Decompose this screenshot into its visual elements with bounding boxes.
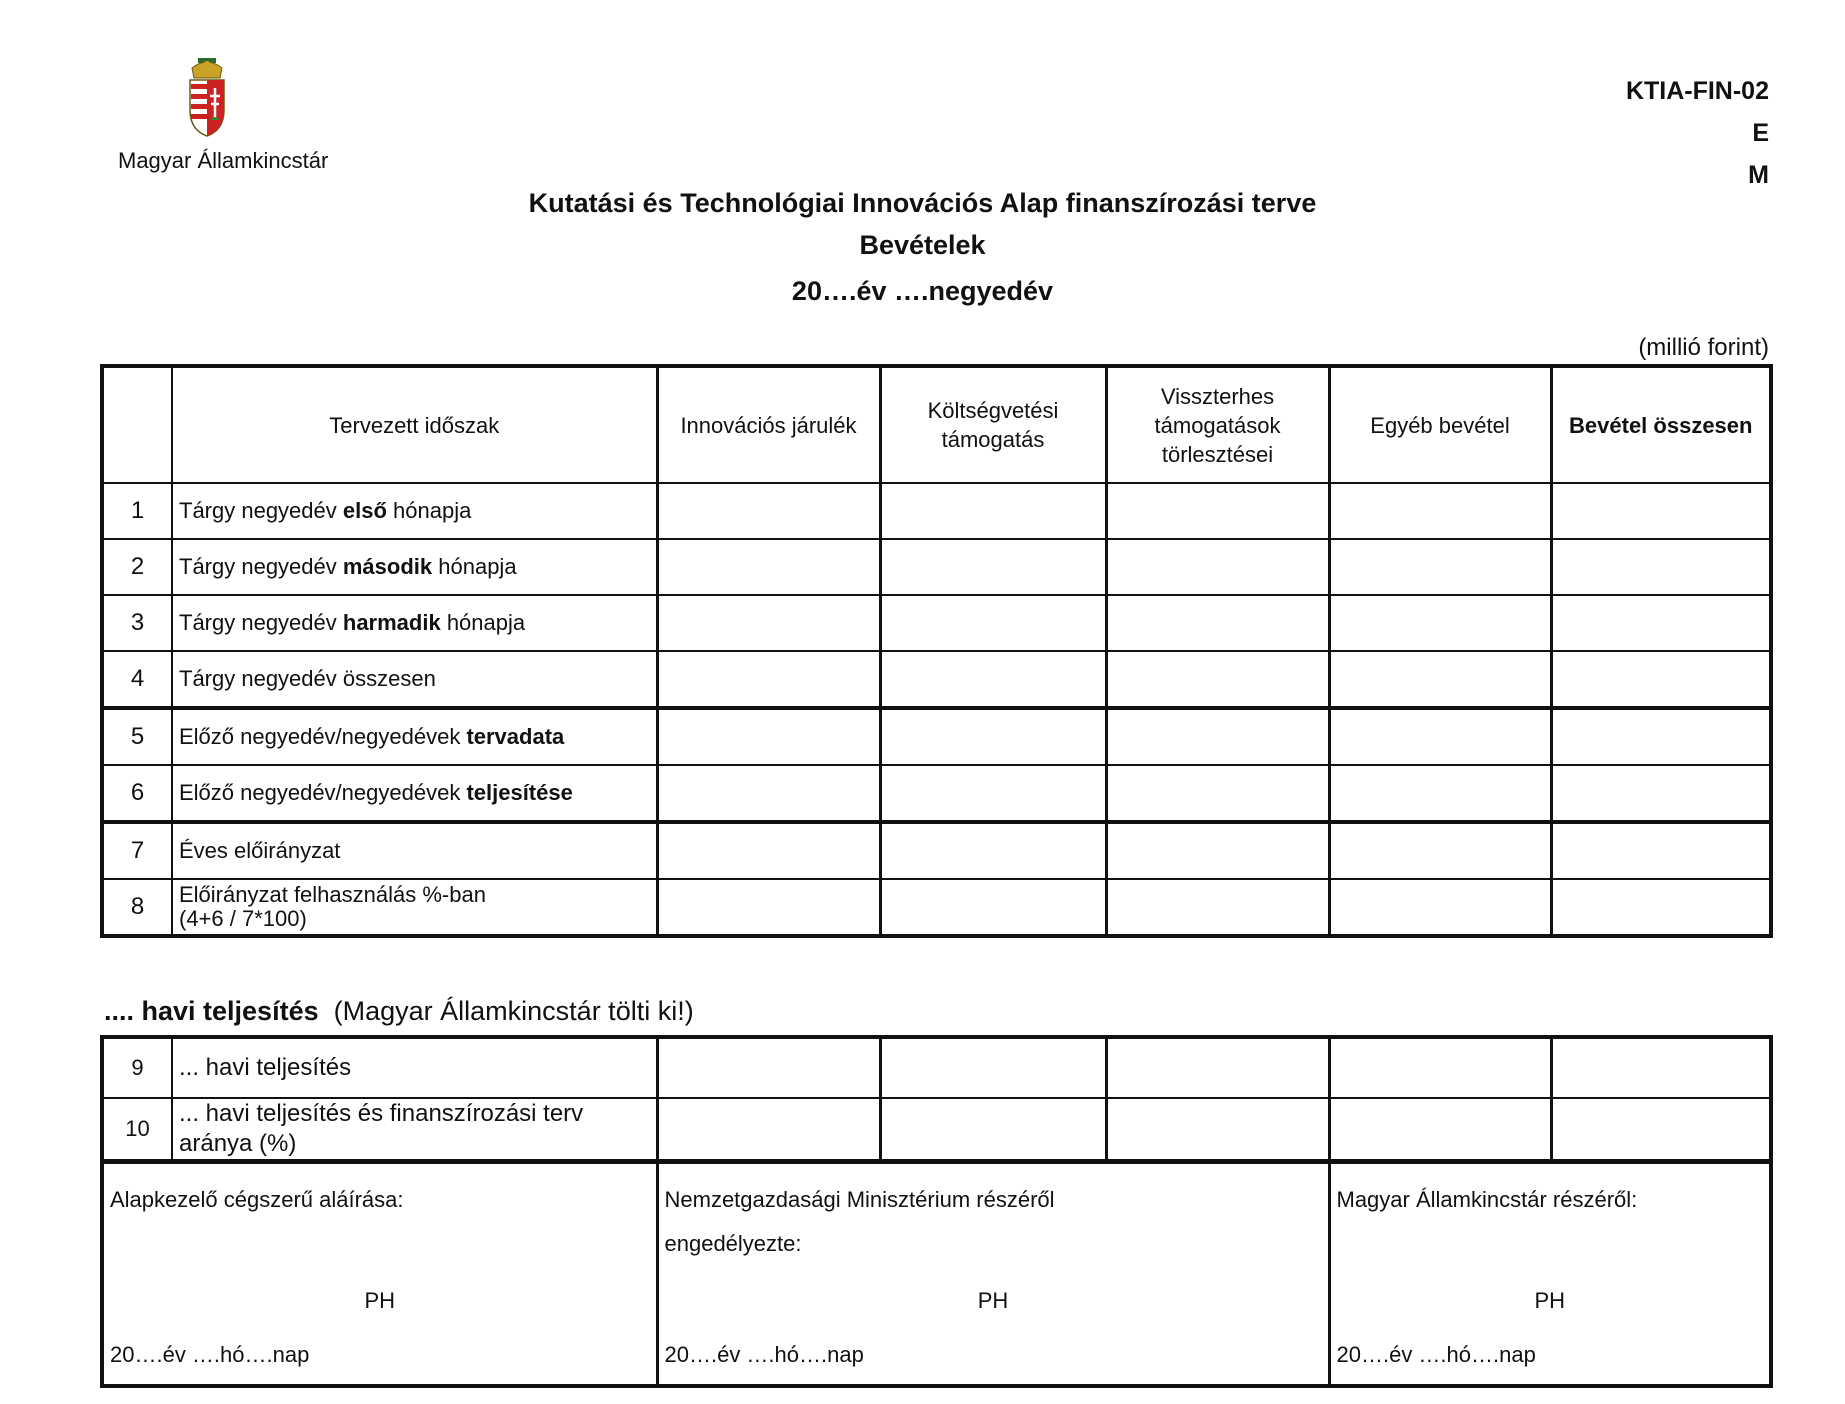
value-cell[interactable] [657, 1098, 880, 1161]
table-row [102, 1098, 1771, 1161]
value-cell[interactable] [880, 1098, 1106, 1161]
table-row [102, 651, 1771, 708]
header-num [102, 366, 172, 483]
header-innovation-levy: Innovációs járulék [657, 366, 880, 483]
row-label-suffix: hónapja [432, 554, 517, 579]
value-cell[interactable] [1329, 708, 1551, 765]
value-cell[interactable] [1106, 1037, 1329, 1098]
value-cell[interactable] [1551, 595, 1771, 651]
value-cell[interactable] [1329, 1098, 1551, 1161]
row-label [172, 539, 657, 595]
row-label-emphasis: harmadik [342, 610, 441, 635]
table-row [102, 822, 1771, 879]
value-cell[interactable] [880, 1037, 1106, 1098]
header-repayments: Visszterhes támogatások törlesztései [1106, 366, 1329, 483]
page-subtitle: Bevételek [859, 230, 986, 260]
value-cell[interactable] [1551, 1037, 1771, 1098]
signature-date[interactable]: 20….év ….hó….nap [110, 1342, 310, 1367]
value-cell[interactable] [880, 483, 1106, 539]
section-heading [104, 996, 694, 1027]
value-cell[interactable] [657, 1037, 880, 1098]
signature-ministry[interactable] [657, 1162, 1329, 1386]
unit-label: (millió forint) [1638, 334, 1769, 361]
value-cell[interactable] [1106, 539, 1329, 595]
value-cell[interactable] [1551, 539, 1771, 595]
table-row [102, 539, 1771, 595]
signature-label-line: Magyar Államkincstár részéről: [1336, 1187, 1638, 1212]
form-code-id: KTIA-FIN-02 [1625, 77, 1769, 105]
row-label-text: Éves előirányzat [179, 838, 341, 863]
row-label-emphasis: első [342, 498, 387, 523]
value-cell[interactable] [1106, 765, 1329, 822]
value-cell[interactable] [657, 539, 880, 595]
header-period: Tervezett időszak [172, 366, 657, 483]
row-label [172, 651, 657, 708]
value-cell[interactable] [880, 539, 1106, 595]
row-label-suffix: hónapja [440, 610, 526, 635]
period-title: 20….év ….negyedév [791, 276, 1054, 306]
row-label-emphasis: második [342, 554, 433, 579]
table-row [102, 708, 1771, 765]
form-code-letter-e: E [1752, 119, 1769, 147]
signature-label [110, 1178, 404, 1222]
row-label-text: Tárgy negyedév [179, 610, 343, 635]
value-cell[interactable] [1329, 1037, 1551, 1098]
row-label: ... havi teljesítés és finanszírozási terv aránya (%) [172, 1098, 657, 1161]
value-cell[interactable] [1551, 879, 1771, 936]
value-cell[interactable] [1551, 822, 1771, 879]
row-label [172, 822, 657, 879]
row-number: 5 [102, 708, 172, 765]
row-label-text: Előző negyedév/negyedévek [179, 780, 467, 805]
row-number: 6 [102, 765, 172, 822]
signature-row [102, 1162, 1771, 1386]
section-heading-note: (Magyar Államkincstár tölti ki!) [333, 996, 694, 1026]
table-row [102, 879, 1771, 936]
stamp-placeholder: PH [364, 1288, 396, 1313]
signature-fund-manager[interactable] [102, 1162, 657, 1386]
row-number: 9 [102, 1037, 172, 1098]
row-label-emphasis: teljesítése [466, 780, 573, 805]
value-cell[interactable] [1329, 822, 1551, 879]
signature-date[interactable]: 20….év ….hó….nap [664, 1342, 864, 1367]
row-label-text: Előző negyedév/negyedévek [179, 724, 467, 749]
header-row [102, 366, 1771, 483]
value-cell[interactable] [880, 879, 1106, 936]
row-label: ... havi teljesítés [172, 1037, 657, 1098]
value-cell[interactable] [880, 651, 1106, 708]
signature-date[interactable]: 20….év ….hó….nap [1336, 1342, 1536, 1367]
monthly-performance-table [100, 1035, 1773, 1163]
table-row [102, 1037, 1771, 1098]
row-label-suffix: hónapja [386, 498, 472, 523]
value-cell[interactable] [1329, 595, 1551, 651]
value-cell[interactable] [1329, 765, 1551, 822]
value-cell[interactable] [657, 879, 880, 936]
value-cell[interactable] [1106, 879, 1329, 936]
org-name: Magyar Államkincstár [118, 148, 329, 173]
value-cell[interactable] [880, 595, 1106, 651]
value-cell[interactable] [1551, 483, 1771, 539]
row-label [172, 595, 657, 651]
value-cell[interactable] [1551, 651, 1771, 708]
row-label-formula: (4+6 / 7*100) [179, 906, 307, 931]
value-cell[interactable] [1329, 483, 1551, 539]
value-cell[interactable] [1551, 1098, 1771, 1161]
row-label-text: Tárgy negyedév [179, 554, 343, 579]
row-number: 10 [102, 1098, 172, 1161]
signature-label-line: Alapkezelő cégszerű aláírása: [110, 1187, 404, 1212]
value-cell[interactable] [657, 651, 880, 708]
header-budget-support: Költségvetési támogatás [880, 366, 1106, 483]
row-number: 7 [102, 822, 172, 879]
signature-label [1337, 1178, 1638, 1222]
row-label-emphasis: tervadata [466, 724, 565, 749]
value-cell[interactable] [1106, 708, 1329, 765]
value-cell[interactable] [1329, 879, 1551, 936]
value-cell[interactable] [1551, 708, 1771, 765]
signature-treasury[interactable] [1329, 1162, 1771, 1386]
value-cell[interactable] [1551, 765, 1771, 822]
value-cell[interactable] [1106, 483, 1329, 539]
table-row [102, 765, 1771, 822]
form-code-letter-m: M [1748, 161, 1769, 189]
header-other-revenue: Egyéb bevétel [1329, 366, 1551, 483]
signature-label [665, 1178, 1055, 1266]
value-cell[interactable] [1329, 651, 1551, 708]
value-cell[interactable] [1106, 651, 1329, 708]
value-cell[interactable] [1329, 539, 1551, 595]
row-label [172, 765, 657, 822]
value-cell[interactable] [657, 708, 880, 765]
row-number: 2 [102, 539, 172, 595]
row-label [172, 708, 657, 765]
value-cell[interactable] [657, 483, 880, 539]
value-cell[interactable] [657, 822, 880, 879]
value-cell[interactable] [1106, 1098, 1329, 1161]
value-cell[interactable] [1106, 822, 1329, 879]
row-number: 4 [102, 651, 172, 708]
coat-of-arms-icon [184, 58, 230, 138]
row-label [172, 879, 657, 936]
revenue-table [100, 364, 1773, 938]
stamp-placeholder: PH [1534, 1288, 1566, 1313]
row-label-text: Előirányzat felhasználás %-ban [179, 882, 486, 907]
signature-label-line: engedélyezte: [664, 1231, 802, 1256]
row-number: 3 [102, 595, 172, 651]
row-label-text: Tárgy negyedév összesen [179, 666, 436, 691]
value-cell[interactable] [657, 765, 880, 822]
row-number: 8 [102, 879, 172, 936]
value-cell[interactable] [880, 708, 1106, 765]
section-heading-title: .... havi teljesítés [104, 996, 319, 1026]
row-label-text: Tárgy negyedév [179, 498, 343, 523]
signature-table [100, 1160, 1773, 1388]
page-title: Kutatási és Technológiai Innovációs Alap finanszírozási terve [528, 188, 1317, 218]
header-total-revenue: Bevétel összesen [1551, 366, 1771, 483]
row-number: 1 [102, 483, 172, 539]
form-code [1626, 70, 1769, 196]
table-row [102, 483, 1771, 539]
value-cell[interactable] [880, 822, 1106, 879]
value-cell[interactable] [880, 765, 1106, 822]
stamp-placeholder: PH [977, 1288, 1009, 1313]
value-cell[interactable] [657, 595, 880, 651]
value-cell[interactable] [1106, 595, 1329, 651]
row-label [172, 483, 657, 539]
table-row [102, 595, 1771, 651]
signature-label-line: Nemzetgazdasági Minisztérium részéről [664, 1187, 1055, 1212]
